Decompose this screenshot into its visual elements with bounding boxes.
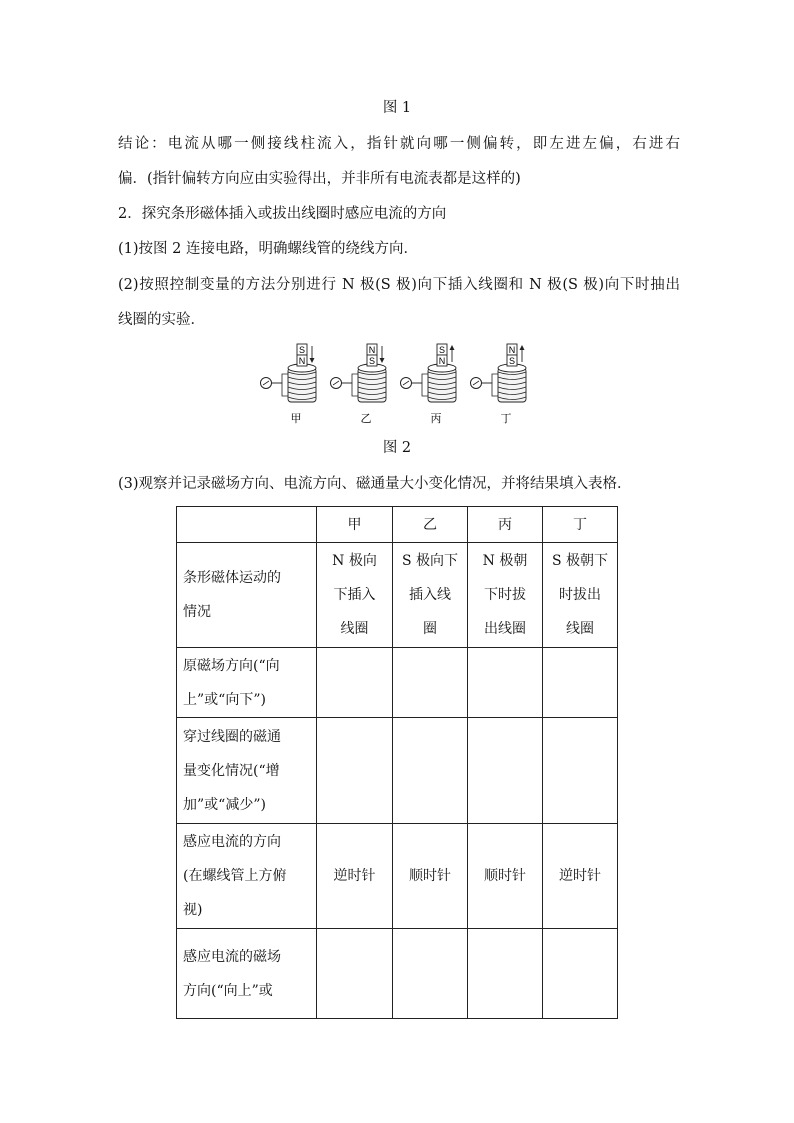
wire-top — [412, 374, 428, 383]
section-2-title: 2．探究条形磁体插入或拔出线圈时感应电流的方向 — [118, 206, 447, 222]
cell-text: N 极向 — [332, 553, 377, 569]
row-label-text: 原磁场方向(“向 — [183, 657, 280, 674]
cell-text: 下插入 — [333, 587, 376, 603]
header-cell: 丙 — [468, 507, 543, 543]
wire-bottom — [272, 383, 288, 396]
row-label-text: 方向(“向上”或 — [183, 982, 273, 999]
row-label-cell — [177, 543, 317, 648]
figure-panel-label: 丙 — [430, 412, 442, 425]
row-label-text: 穿过线圈的磁通 — [183, 728, 281, 745]
table-row — [177, 824, 618, 929]
cell-text: 圈 — [423, 621, 437, 637]
table-row — [177, 718, 618, 824]
wire-bottom — [342, 383, 358, 396]
empty-answer-cell — [468, 718, 543, 824]
results-table — [176, 506, 618, 1019]
row-label-text: 感应电流的磁场 — [183, 948, 281, 965]
row-label-cell — [177, 648, 317, 718]
empty-answer-cell — [393, 718, 468, 824]
empty-answer-cell — [393, 648, 468, 718]
wire-top — [482, 374, 498, 383]
cell-text: 顺时针 — [409, 868, 451, 884]
empty-answer-cell — [393, 929, 468, 1019]
magnet-bottom-pole-label: N — [298, 356, 306, 366]
row-label-text: 加”或“减少”) — [183, 796, 266, 813]
empty-answer-cell — [317, 718, 393, 824]
row-label-text: 视) — [183, 902, 203, 918]
figure-panel-label: 甲 — [290, 412, 302, 425]
table-cell — [393, 543, 468, 648]
wire-bottom — [482, 383, 498, 396]
table-cell — [468, 543, 543, 648]
empty-answer-cell — [543, 648, 618, 718]
motion-arrow-head-up — [520, 345, 525, 350]
table-cell — [317, 543, 393, 648]
row-label-text: 量变化情况(“增 — [183, 762, 280, 779]
magnet-top-pole-label: S — [298, 345, 306, 355]
row-label-text: 上”或“向下”) — [183, 691, 266, 708]
row-label-cell — [177, 824, 317, 929]
step-3-text: (3)观察并记录磁场方向、电流方向、磁通量大小变化情况，并将结果填入表格． — [118, 476, 632, 492]
wire-top — [272, 374, 288, 383]
magnet-top-pole-label: N — [508, 345, 516, 355]
empty-answer-cell — [468, 648, 543, 718]
figure-1-caption: 图 1 — [382, 100, 412, 116]
conclusion-line-2: 偏．(指针偏转方向应由实验得出，并非所有电流表都是这样的) — [118, 171, 521, 187]
row-label-text: (在螺线管上方俯 — [183, 868, 287, 884]
row-label-cell — [177, 929, 317, 1019]
empty-answer-cell — [543, 718, 618, 824]
empty-answer-cell — [317, 648, 393, 718]
magnet-bottom-pole-label: S — [368, 356, 376, 366]
figure-panel-label: 乙 — [360, 412, 372, 425]
wire-bottom — [412, 383, 428, 396]
table-header-row — [177, 507, 618, 543]
cell-text: 下时拔 — [484, 587, 526, 603]
magnet-bottom-pole-label: N — [438, 356, 446, 366]
conclusion-line-1: 结论：电流从哪一侧接线柱流入，指针就向哪一侧偏转，即左进左偏，右进右 — [118, 136, 680, 152]
cell-text: 逆时针 — [559, 868, 601, 884]
magnet-top-pole-label: N — [368, 345, 376, 355]
cell-text: S 极向下 — [401, 553, 459, 569]
empty-answer-cell — [317, 929, 393, 1019]
table-cell — [468, 824, 543, 929]
header-corner-cell — [177, 507, 317, 543]
empty-answer-cell — [543, 929, 618, 1019]
cell-text: 顺时针 — [484, 868, 526, 884]
cell-text: 线圈 — [566, 621, 594, 637]
figure-panel-label: 丁 — [500, 412, 512, 425]
table-row — [177, 929, 618, 1019]
header-cell: 丁 — [543, 507, 618, 543]
row-label-text: 情况 — [183, 604, 211, 620]
row-label-text: 感应电流的方向 — [183, 834, 281, 850]
row-label-cell — [177, 718, 317, 824]
motion-arrow-head-down — [380, 358, 385, 363]
cell-text: 时拔出 — [559, 587, 601, 603]
table-cell — [317, 824, 393, 929]
table-cell — [543, 824, 618, 929]
cell-text: S 极朝下 — [551, 553, 609, 569]
table-row — [177, 543, 618, 648]
cell-text: 插入线 — [409, 587, 451, 603]
cell-text: 线圈 — [340, 621, 369, 637]
table-cell — [393, 824, 468, 929]
step-1-text: (1)按图 2 连接电路，明确螺线管的绕线方向． — [118, 241, 418, 257]
figure-2-diagram — [252, 338, 542, 428]
figure-2-caption: 图 2 — [382, 440, 412, 456]
motion-arrow-head-down — [310, 358, 315, 363]
table-cell — [543, 543, 618, 648]
empty-answer-cell — [468, 929, 543, 1019]
motion-arrow-head-up — [450, 345, 455, 350]
step-2-line-2: 线圈的实验． — [118, 312, 205, 328]
table-row — [177, 648, 618, 718]
row-label-text: 条形磁体运动的 — [183, 570, 281, 586]
header-cell: 甲 — [317, 507, 393, 543]
cell-text: 逆时针 — [333, 868, 376, 884]
cell-text: N 极朝 — [482, 553, 528, 569]
header-cell: 乙 — [393, 507, 468, 543]
magnet-top-pole-label: S — [438, 345, 446, 355]
wire-top — [342, 374, 358, 383]
cell-text: 出线圈 — [484, 621, 526, 637]
step-2-line-1: (2)按照控制变量的方法分别进行 N 极(S 极)向下插入线圈和 N 极(S 极)向下时抽出 — [118, 277, 680, 293]
magnet-bottom-pole-label: S — [508, 356, 516, 366]
